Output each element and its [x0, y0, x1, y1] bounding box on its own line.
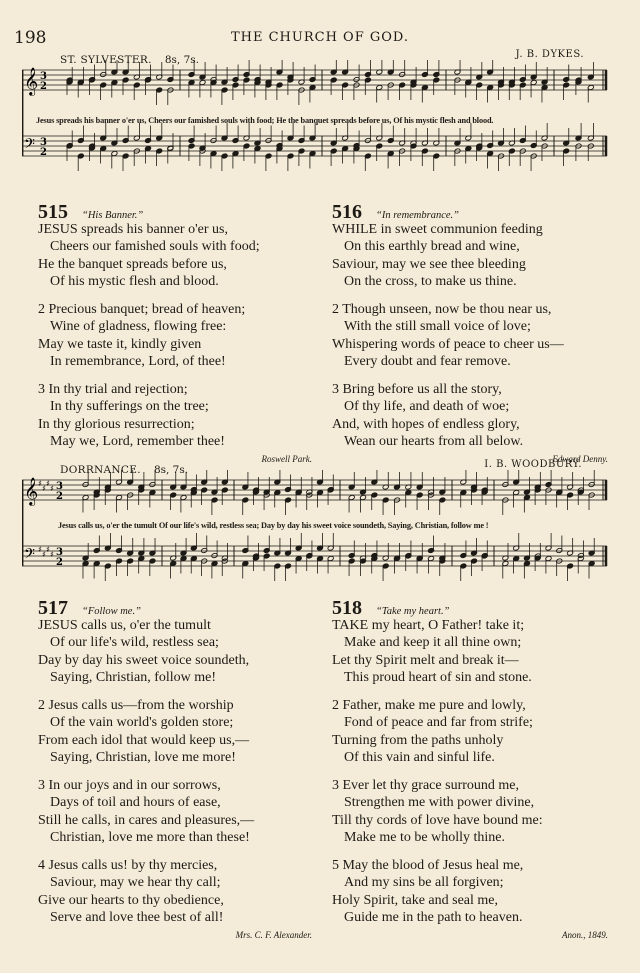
verse-line: Saviour, may we see thee bleeding [332, 256, 526, 272]
score-underlay-text: Jesus calls us, o'er the tumult Of our life's wild, restless sea; Day by day his sweet voice soundeth, Saying, Christian, follow me ! [58, 521, 489, 530]
sharp-icon: ♯ [38, 479, 42, 488]
verse-line: JESUS calls us, o'er the tumult [38, 617, 211, 633]
verse-line: Of thy life, and death of woe; [344, 399, 510, 414]
hymn-author: Roswell Park. [261, 453, 312, 464]
sharp-icon: ♯ [46, 545, 50, 554]
verse-line: Serve and love thee best of all! [50, 910, 224, 925]
verse-line: Christian, love me more than these! [50, 830, 250, 845]
tune-composer: I. B. WOODBURY. [484, 459, 582, 470]
tune-name: DORRNANCE. [60, 464, 141, 476]
verse-line: Cheers our famished souls with food; [50, 239, 260, 254]
tune-meter: 8s, 7s. [153, 464, 189, 476]
hymn-number: 516 [332, 201, 362, 223]
verse-line: WHILE in sweet communion feeding [332, 221, 543, 237]
sharp-icon: ♯ [38, 545, 42, 554]
time-signature-bottom: 2 [40, 147, 47, 158]
verse-line: Days of toil and hours of ease, [50, 795, 221, 810]
score-underlay-text: Jesus spreads his banner o'er us, Cheers our famished souls with food; He the banquet spreads before us, Of his mystic flesh and blood. [36, 116, 494, 125]
verse-line: Of his mystic flesh and blood. [50, 274, 219, 289]
sharp-icon: ♯ [50, 484, 54, 493]
verse-line: 2 Precious banquet; bread of heaven; [38, 301, 246, 317]
verse-line: Guide me in the path to heaven. [344, 910, 523, 925]
hymn-title: “His Banner.” [82, 210, 144, 221]
treble-clef-icon: 𝄞 [24, 67, 39, 95]
verse-line: With the still small voice of love; [344, 319, 531, 334]
verse-line: 3 In our joys and in our sorrows, [38, 777, 221, 793]
verse-line: From each idol that would keep us,— [38, 732, 250, 748]
time-signature-top: 3 [40, 71, 47, 82]
hymn-title: “In remembrance.” [376, 210, 460, 221]
running-head: THE CHURCH OF GOD. [230, 30, 410, 45]
verse-line: Saying, Christian, love me more! [50, 750, 236, 765]
hymn-517 [22, 597, 312, 944]
time-signature-top: 3 [56, 481, 63, 492]
verse-line: Till thy cords of love have bound me: [332, 812, 543, 828]
verse-line: Every doubt and fear remove. [344, 354, 511, 369]
bass-clef-icon: 𝄢 [24, 136, 35, 156]
verse-line: 3 In thy trial and rejection; [38, 381, 188, 397]
verse-line: TAKE my heart, O Father! take it; [332, 617, 525, 633]
bass-clef-icon: 𝄢 [24, 546, 35, 566]
hymn-title: “Follow me.” [82, 606, 141, 617]
sharp-icon: ♯ [42, 550, 46, 559]
verse-line: In thy glorious resurrection; [38, 416, 195, 432]
hymn-516 [318, 201, 608, 468]
verse-line: Day by day his sweet voice soundeth, [38, 652, 250, 668]
verse-line: Of the vain world's golden store; [50, 715, 234, 730]
verse-line: And my sins be all forgiven; [344, 875, 504, 890]
verse-line: Make and keep it all thine own; [344, 635, 522, 650]
hymn-author: Edward Denny. [552, 453, 608, 464]
verse-line: 2 Though unseen, now be thou near us, [332, 301, 552, 317]
sharp-icon: ♯ [46, 479, 50, 488]
verse-line: Strengthen me with power divine, [344, 795, 535, 810]
verse-line: 3 Ever let thy grace surround me, [332, 777, 519, 793]
verse-line: Wine of gladness, flowing free: [50, 319, 227, 334]
verse-line: Let thy Spirit melt and break it— [332, 652, 519, 668]
verse-line: 4 Jesus calls us! by thy mercies, [38, 857, 218, 873]
verse-line: Holy Spirit, take and seal me, [332, 892, 499, 908]
music-score-st-sylvester [22, 60, 612, 190]
time-signature-bottom: 2 [56, 557, 63, 568]
music-score-dorrnance [22, 470, 612, 600]
page-number: 198 [14, 28, 47, 48]
verse-line: 5 May the blood of Jesus heal me, [332, 857, 524, 873]
tune-composer: J. B. DYKES. [515, 49, 584, 60]
hymn-title: “Take my heart.” [376, 606, 450, 617]
verse-line: Give our hearts to thy obedience, [38, 892, 224, 908]
verse-line: May we taste it, kindly given [38, 336, 202, 352]
sharp-icon: ♯ [42, 484, 46, 493]
verse-line: May we, Lord, remember thee! [50, 434, 225, 449]
hymn-518 [318, 597, 608, 944]
tune-meter: 8s, 7s. [164, 54, 199, 66]
treble-clef-icon: 𝄞 [24, 477, 39, 505]
verse-line: In remembrance, Lord, of thee! [50, 354, 226, 369]
hymn-number: 517 [38, 597, 68, 619]
verse-line: Of our life's wild, restless sea; [50, 635, 219, 650]
verse-line: He the banquet spreads before us, [38, 256, 227, 272]
hymn-author: Mrs. C. F. Alexander. [235, 929, 312, 940]
verse-line: On this earthly bread and wine, [344, 239, 520, 254]
verse-line: Make me to be wholly thine. [344, 830, 505, 845]
verse-line: And, with hopes of endless glory, [332, 416, 520, 432]
verse-line: Of this vain and sinful life. [344, 750, 495, 765]
verse-line: Turning from the paths unholy [332, 732, 504, 748]
verse-line: JESUS spreads his banner o'er us, [38, 221, 228, 237]
hymn-515 [22, 201, 312, 468]
verse-line: Saying, Christian, follow me! [50, 670, 217, 685]
time-signature-top: 3 [40, 137, 47, 148]
verse-line: 3 Bring before us all the story, [332, 381, 502, 397]
verse-line: Saviour, may we hear thy call; [50, 875, 221, 890]
verse-line: Wean our hearts from all below. [344, 434, 524, 449]
sharp-icon: ♯ [50, 550, 54, 559]
time-signature-bottom: 2 [56, 491, 63, 502]
tune-name: ST. SYLVESTER. [60, 54, 152, 66]
verse-line: 2 Father, make me pure and lowly, [332, 697, 526, 713]
hymn-number: 518 [332, 597, 362, 619]
verse-line: In thy sufferings on the tree; [50, 399, 209, 414]
verse-line: 2 Jesus calls us—from the worship [38, 697, 234, 713]
verse-line: Whispering words of peace to cheer us— [332, 336, 564, 352]
time-signature-top: 3 [56, 547, 63, 558]
verse-line: This proud heart of sin and stone. [344, 670, 532, 685]
verse-line: Fond of peace and far from strife; [344, 715, 533, 730]
verse-line: Still he calls, in cares and pleasures,— [38, 812, 255, 828]
hymn-author: Anon., 1849. [562, 929, 608, 940]
hymn-number: 515 [38, 201, 68, 223]
verse-line: On the cross, to make us thine. [344, 274, 517, 289]
time-signature-bottom: 2 [40, 81, 47, 92]
